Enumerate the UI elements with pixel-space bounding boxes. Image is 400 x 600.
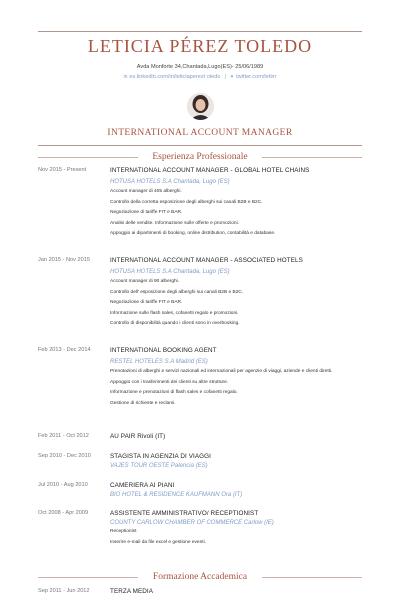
- entry-date: Jan 2015 - Nov 2015: [38, 257, 90, 263]
- entry-title: INTERNATIONAL BOOKING AGENT: [110, 347, 217, 354]
- entry-title: AU PAIR Rivoli (IT): [110, 433, 166, 440]
- entry-company: VAJES TOUR OESTE Palencia (ES): [110, 463, 208, 469]
- entry-company: BIO HOTEL & RESIDENCE KAUFMANN Ora (IT): [110, 492, 243, 498]
- description-line: Negoziazione di tariffe FIT e BAR.: [110, 210, 183, 215]
- entry-description: [110, 369, 372, 407]
- twitter-link[interactable]: twitter.com/letiirr: [236, 74, 277, 80]
- entry-title: CAMERIERA AI PIANI: [110, 482, 175, 489]
- description-line: Controllo di disponibilità quando i clienti sono in overbooking.: [110, 321, 240, 326]
- twitter-icon: ✦: [229, 74, 235, 80]
- entry-date: Nov 2015 - Present: [38, 167, 87, 173]
- entry-date: Jul 2010 - Aug 2010: [38, 482, 88, 488]
- description-line: Analisi delle vendite. Informazione sulle offerte e promozioni.: [110, 220, 239, 226]
- education-section-title: Formazione Accademica: [0, 572, 400, 582]
- description-line: Informazione sulle flash sales, cofanetti regalo e promozioni.: [110, 310, 239, 316]
- avatar-photo: [187, 93, 214, 120]
- job-title: INTERNATIONAL ACCOUNT MANAGER: [107, 128, 293, 138]
- description-line: Account manager di 405 alberghi.: [110, 189, 182, 194]
- linkedin-link[interactable]: es.linkedin.com/in/leticiaperezt oledo: [129, 74, 221, 80]
- entry-company: RESTEL HOTELES S.A Madrid (ES): [110, 359, 208, 365]
- contact-separator: |: [224, 74, 226, 80]
- entry-description: [110, 189, 372, 237]
- entry-company: HOTUSA HOTELS S.A Chantada, Lugo (ES): [110, 269, 230, 275]
- experience-section-title: Esperienza Professionale: [0, 152, 400, 162]
- description-line: Negoziazione di tariffe FIT e BAR.: [110, 300, 183, 305]
- entry-title: TERZA MEDIA: [110, 588, 154, 595]
- top-divider: [38, 31, 362, 32]
- description-line: Inserire e-mail da file excel e gestione eventi.: [110, 539, 206, 545]
- description-line: Appoggio con i trasferimenti dei clienti su altre strutture.: [110, 379, 229, 385]
- contact-links: [0, 74, 400, 80]
- entry-title: INTERNATIONAL ACCOUNT MANAGER - GLOBAL HOTEL CHAINS: [110, 167, 310, 174]
- entry-date: Oct 2008 - Apr 2009: [38, 510, 89, 516]
- entry-company: HOTUSA HOTELS S.A Chantada, Lugo (ES): [110, 179, 230, 185]
- entry-title: ASSISTENTE AMMINISTRATIVO/ RECEPTIONIST: [110, 510, 259, 517]
- entry-description: [110, 529, 372, 546]
- address-line: Avda Monforte 34,Chantada,Lugo(ES)- 25/06/1989: [136, 64, 264, 70]
- description-line: Account manager di 90 alberghi.: [110, 279, 180, 284]
- entry-description: [110, 279, 372, 327]
- header-divider: [38, 145, 362, 146]
- description-line: Controllo della corretta esposizione degli alberghi sui canali B2B e B2C.: [110, 199, 263, 205]
- description-line: Prenotazioni di alberghi e servizi nazionali ed internazionali per agenzie di viaggi, aziende e clienti diretti.: [110, 369, 333, 374]
- entry-title: INTERNATIONAL ACCOUNT MANAGER - ASSOCIATED HOTELS: [110, 257, 303, 264]
- description-line: Controllo dell' esposizione degli alberghi sui canali B2B e B2C.: [110, 289, 244, 295]
- description-line: Appoggio ai dipartimenti di booking, online distribution, contabilità e database.: [110, 231, 276, 236]
- entry-title: STAGISTA IN AGENZIA DI VIAGGI: [110, 453, 211, 460]
- entry-date: Feb 2013 - Dec 2014: [38, 347, 91, 353]
- entry-date: Sep 2010 - Dec 2010: [38, 453, 91, 459]
- entry-date: Feb 2011 - Oct 2012: [38, 433, 89, 439]
- entry-company: COUNTY CARLOW CHAMBER OF COMMERCE Carlow (IE): [110, 520, 274, 526]
- description-line: Receptionist: [110, 529, 137, 534]
- linkedin-icon: in: [123, 74, 128, 80]
- entry-date: Sep 2011 - Jun 2012: [38, 588, 90, 594]
- description-line: Informazione e prenotazioni di flash sales e cofanetti regalo.: [110, 390, 238, 395]
- candidate-name: LETICIA PÉREZ TOLEDO: [87, 36, 313, 56]
- description-line: Gestione di richieste e reclami.: [110, 400, 176, 406]
- avatar: [187, 93, 214, 120]
